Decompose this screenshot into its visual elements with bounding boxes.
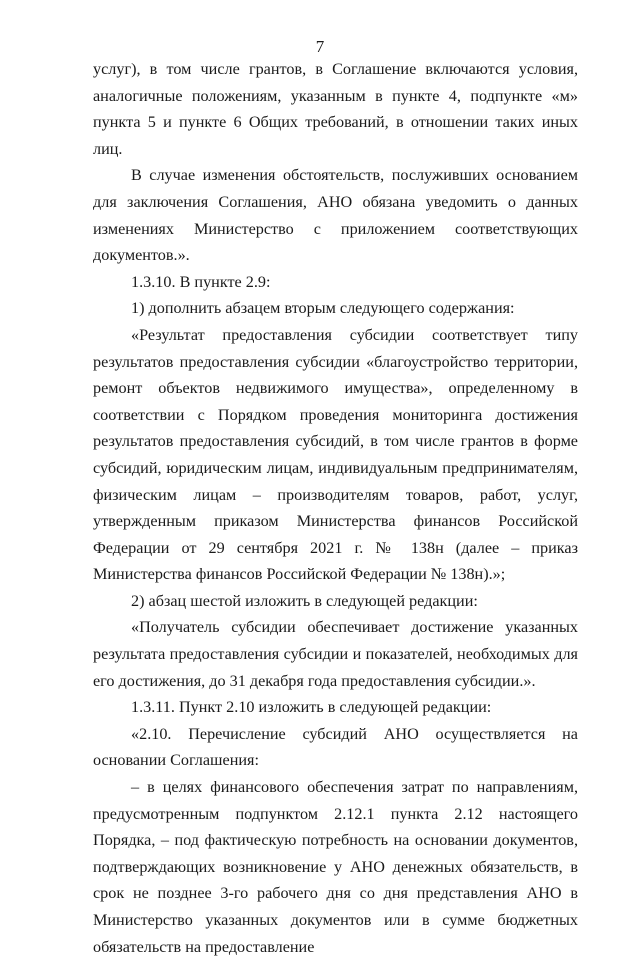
paragraph: – в целях финансового обеспечения затрат по направлениям, предусмотренным подпунктом 2.12.1 пункта 2.12 настоящего Порядка, – под фактическую потребность на основании документов, подтверждающих возникновение у АНО денежных обязательств, в срок не позднее 3-го рабочего дня со дня представления АНО в Министерство указанных документов или в сумме бюджетных обязательств на предоставление [93, 778, 578, 956]
document-body [93, 56, 578, 960]
paragraph: 2) абзац шестой изложить в следующей редакции: [131, 591, 478, 610]
paragraph: услуг), в том числе грантов, в Соглашение включаются условия, аналогичные положениям, указанным в пункте 4, подпункте «м» пункта 5 и пункте 6 Общих требований, в отношении таких иных лиц. [93, 60, 578, 158]
paragraph: «Получатель субсидии обеспечивает достижение указанных результата предоставления субсидии и показателей, необходимых для его достижения, до 31 декабря года предоставления субсидии.». [93, 618, 578, 690]
paragraph: 1.3.10. В пункте 2.9: [131, 272, 271, 291]
paragraph: «Результат предоставления субсидии соответствует типу результатов предоставления субсидии «благоустройство территории, ремонт объектов недвижимого имущества», определенному в соответствии с Порядком проведения мониторинга достижения результатов предоставления субсидий, в том числе грантов в форме субсидий, юридическим лицам, индивидуальным предпринимателям, физическим лицам – производителям товаров, работ, услуг, утвержденным приказом Министерства финансов Российской Федерации от 29 сентября 2021 г. № 138н (далее – приказ Министерства финансов Российской Федерации № 138н).»; [93, 325, 578, 584]
paragraph: 1) дополнить абзацем вторым следующего содержания: [131, 299, 515, 318]
paragraph: «2.10. Перечисление субсидий АНО осуществляется на основании Соглашения: [93, 724, 578, 770]
paragraph: В случае изменения обстоятельств, послуживших основанием для заключения Соглашения, АНО обязана уведомить о данных изменениях Министерство с приложением соответствующих документов.». [93, 166, 578, 265]
paragraph: 1.3.11. Пункт 2.10 изложить в следующей редакции: [131, 698, 492, 717]
page-number: 7 [315, 37, 325, 56]
